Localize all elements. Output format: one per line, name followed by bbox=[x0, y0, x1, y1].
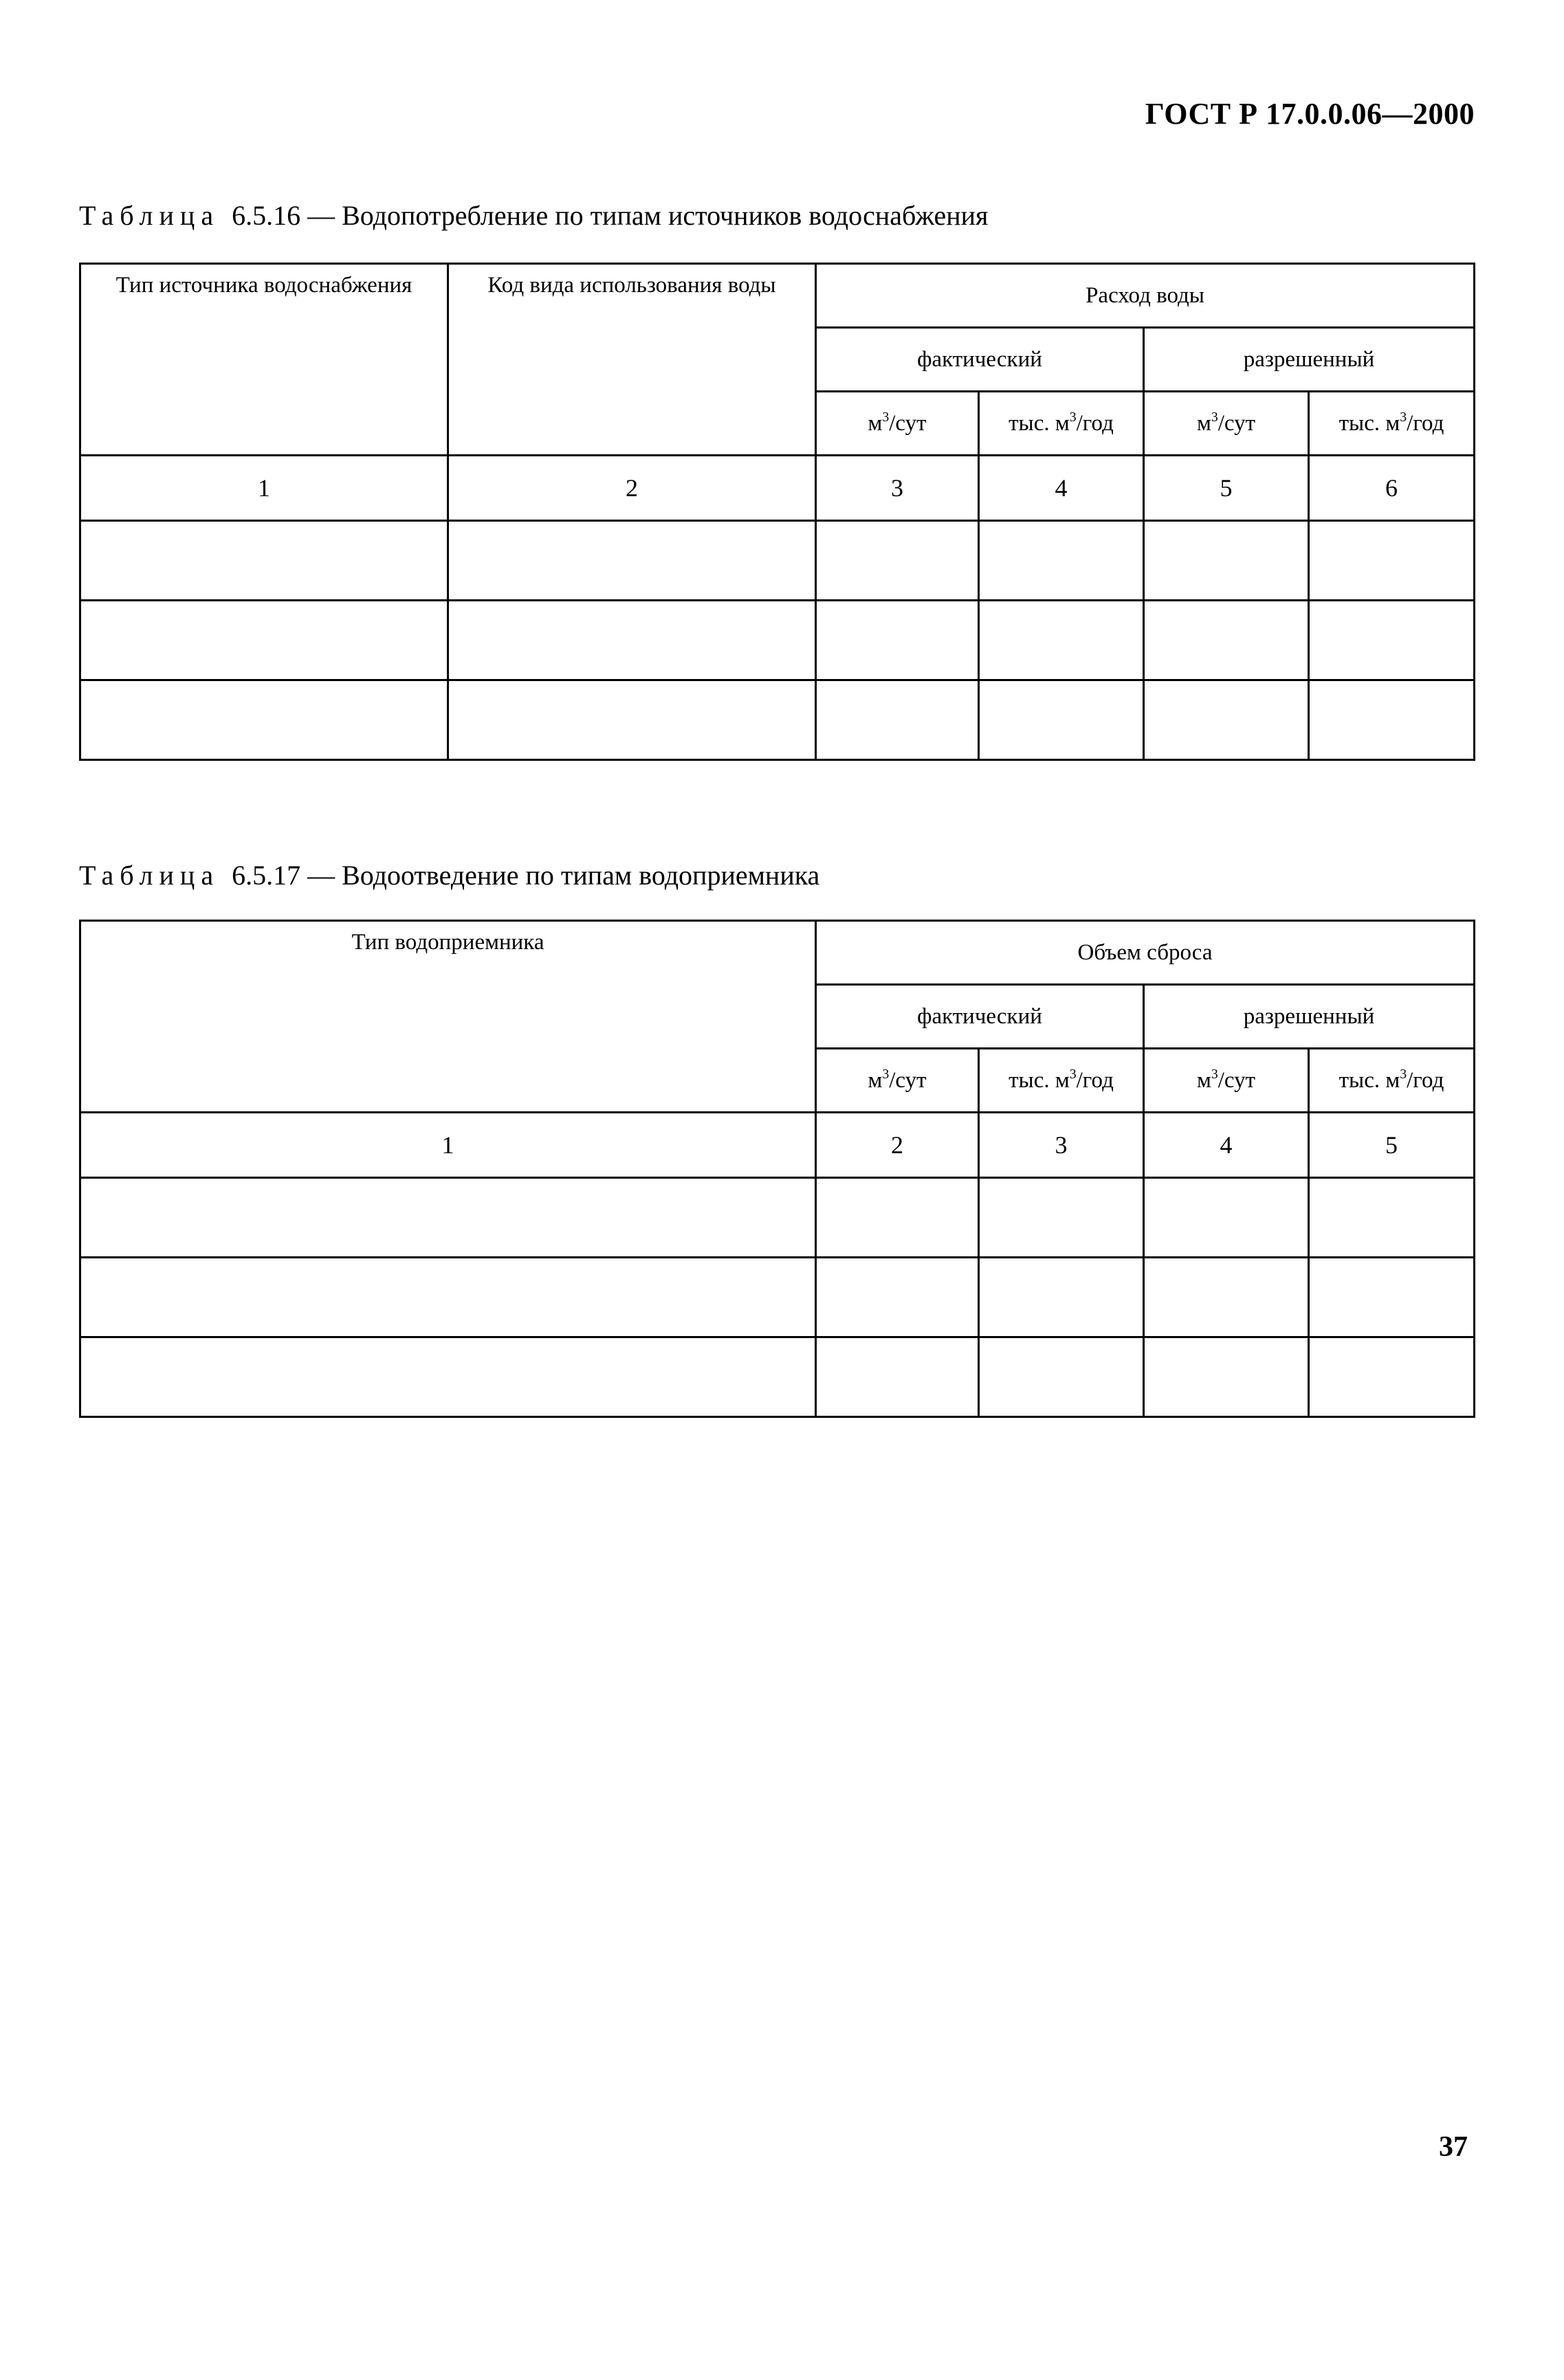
unit-thousand-m3-per-year: тыс. $м^3$/год bbox=[1309, 392, 1475, 456]
table-cell bbox=[1144, 1337, 1309, 1417]
table2-caption-text: 6.5.17 — Водоотведение по типам водоприемника bbox=[232, 860, 820, 891]
column-number: 4 bbox=[979, 456, 1144, 521]
table-cell bbox=[979, 680, 1144, 760]
table2-caption-word: Таблица bbox=[79, 860, 220, 891]
table-cell bbox=[1309, 521, 1475, 601]
table-cell bbox=[80, 1178, 816, 1258]
table1-caption-text: 6.5.16 — Водопотребление по типам источников водоснабжения bbox=[232, 200, 989, 231]
unit-thousand-m3-per-year: тыс. $м^3$/год bbox=[979, 1049, 1144, 1113]
table-cell bbox=[816, 521, 979, 601]
table-cell bbox=[448, 601, 816, 680]
header-permitted: разрешенный bbox=[1144, 328, 1475, 392]
table-cell bbox=[80, 1258, 816, 1337]
column-number: 6 bbox=[1309, 456, 1475, 521]
table-cell bbox=[979, 1178, 1144, 1258]
unit-thousand-m3-per-year: тыс. $м^3$/год bbox=[979, 392, 1144, 456]
table-row bbox=[80, 1258, 1475, 1337]
column-number: 5 bbox=[1309, 1113, 1475, 1178]
unit-m3-per-day: $м^3$/сут bbox=[816, 392, 979, 456]
unit-thousand-m3-per-year: тыс. $м^3$/год bbox=[1309, 1049, 1475, 1113]
table-cell bbox=[448, 521, 816, 601]
table-cell bbox=[979, 601, 1144, 680]
table-cell bbox=[1309, 680, 1475, 760]
header-permitted: разрешенный bbox=[1144, 985, 1475, 1049]
page-number: 37 bbox=[1439, 2131, 1468, 2163]
table-row bbox=[80, 601, 1475, 680]
table-row bbox=[80, 521, 1475, 601]
table-cell bbox=[80, 1337, 816, 1417]
column-number: 2 bbox=[448, 456, 816, 521]
table-cell bbox=[80, 680, 448, 760]
column-number: 3 bbox=[816, 456, 979, 521]
unit-m3-per-day: $м^3$/сут bbox=[816, 1049, 979, 1113]
standard-code: ГОСТ Р 17.0.0.06—2000 bbox=[1145, 97, 1475, 131]
table-row bbox=[80, 680, 1475, 760]
table-cell bbox=[1144, 1178, 1309, 1258]
water-consumption-table bbox=[79, 263, 1475, 761]
table-row bbox=[80, 1178, 1475, 1258]
table-cell bbox=[979, 521, 1144, 601]
column-number: 3 bbox=[979, 1113, 1144, 1178]
header-actual: фактический bbox=[816, 328, 1144, 392]
table-cell bbox=[816, 601, 979, 680]
table-cell bbox=[448, 680, 816, 760]
table-cell bbox=[1309, 1258, 1475, 1337]
water-discharge-table bbox=[79, 920, 1475, 1418]
table-cell bbox=[1144, 601, 1309, 680]
column-number: 2 bbox=[816, 1113, 979, 1178]
table-cell bbox=[80, 601, 448, 680]
header-discharge-volume: Объем сброса bbox=[816, 921, 1475, 985]
table-cell bbox=[816, 1258, 979, 1337]
column-number: 1 bbox=[80, 456, 448, 521]
header-receiver-type: Тип водоприемника bbox=[80, 921, 816, 1113]
table-cell bbox=[1144, 1258, 1309, 1337]
table-cell bbox=[80, 521, 448, 601]
table-row bbox=[80, 1337, 1475, 1417]
column-number: 4 bbox=[1144, 1113, 1309, 1178]
header-source-type: Тип источника водоснабжения bbox=[80, 264, 448, 456]
header-use-code: Код вида использования воды bbox=[448, 264, 816, 456]
table1-caption-word: Таблица bbox=[79, 200, 220, 231]
table2-caption bbox=[79, 859, 819, 891]
table-cell bbox=[816, 1178, 979, 1258]
table-cell bbox=[1309, 1337, 1475, 1417]
table-cell bbox=[1309, 601, 1475, 680]
column-number: 5 bbox=[1144, 456, 1309, 521]
table-cell bbox=[979, 1337, 1144, 1417]
table1-caption bbox=[79, 199, 988, 232]
table-cell bbox=[1309, 1178, 1475, 1258]
table-cell bbox=[816, 680, 979, 760]
table-cell bbox=[1144, 521, 1309, 601]
header-actual: фактический bbox=[816, 985, 1144, 1049]
table-cell bbox=[1144, 680, 1309, 760]
header-water-flow: Расход воды bbox=[816, 264, 1475, 328]
column-number: 1 bbox=[80, 1113, 816, 1178]
table-cell bbox=[979, 1258, 1144, 1337]
table-cell bbox=[816, 1337, 979, 1417]
unit-m3-per-day: $м^3$/сут bbox=[1144, 1049, 1309, 1113]
unit-m3-per-day: $м^3$/сут bbox=[1144, 392, 1309, 456]
